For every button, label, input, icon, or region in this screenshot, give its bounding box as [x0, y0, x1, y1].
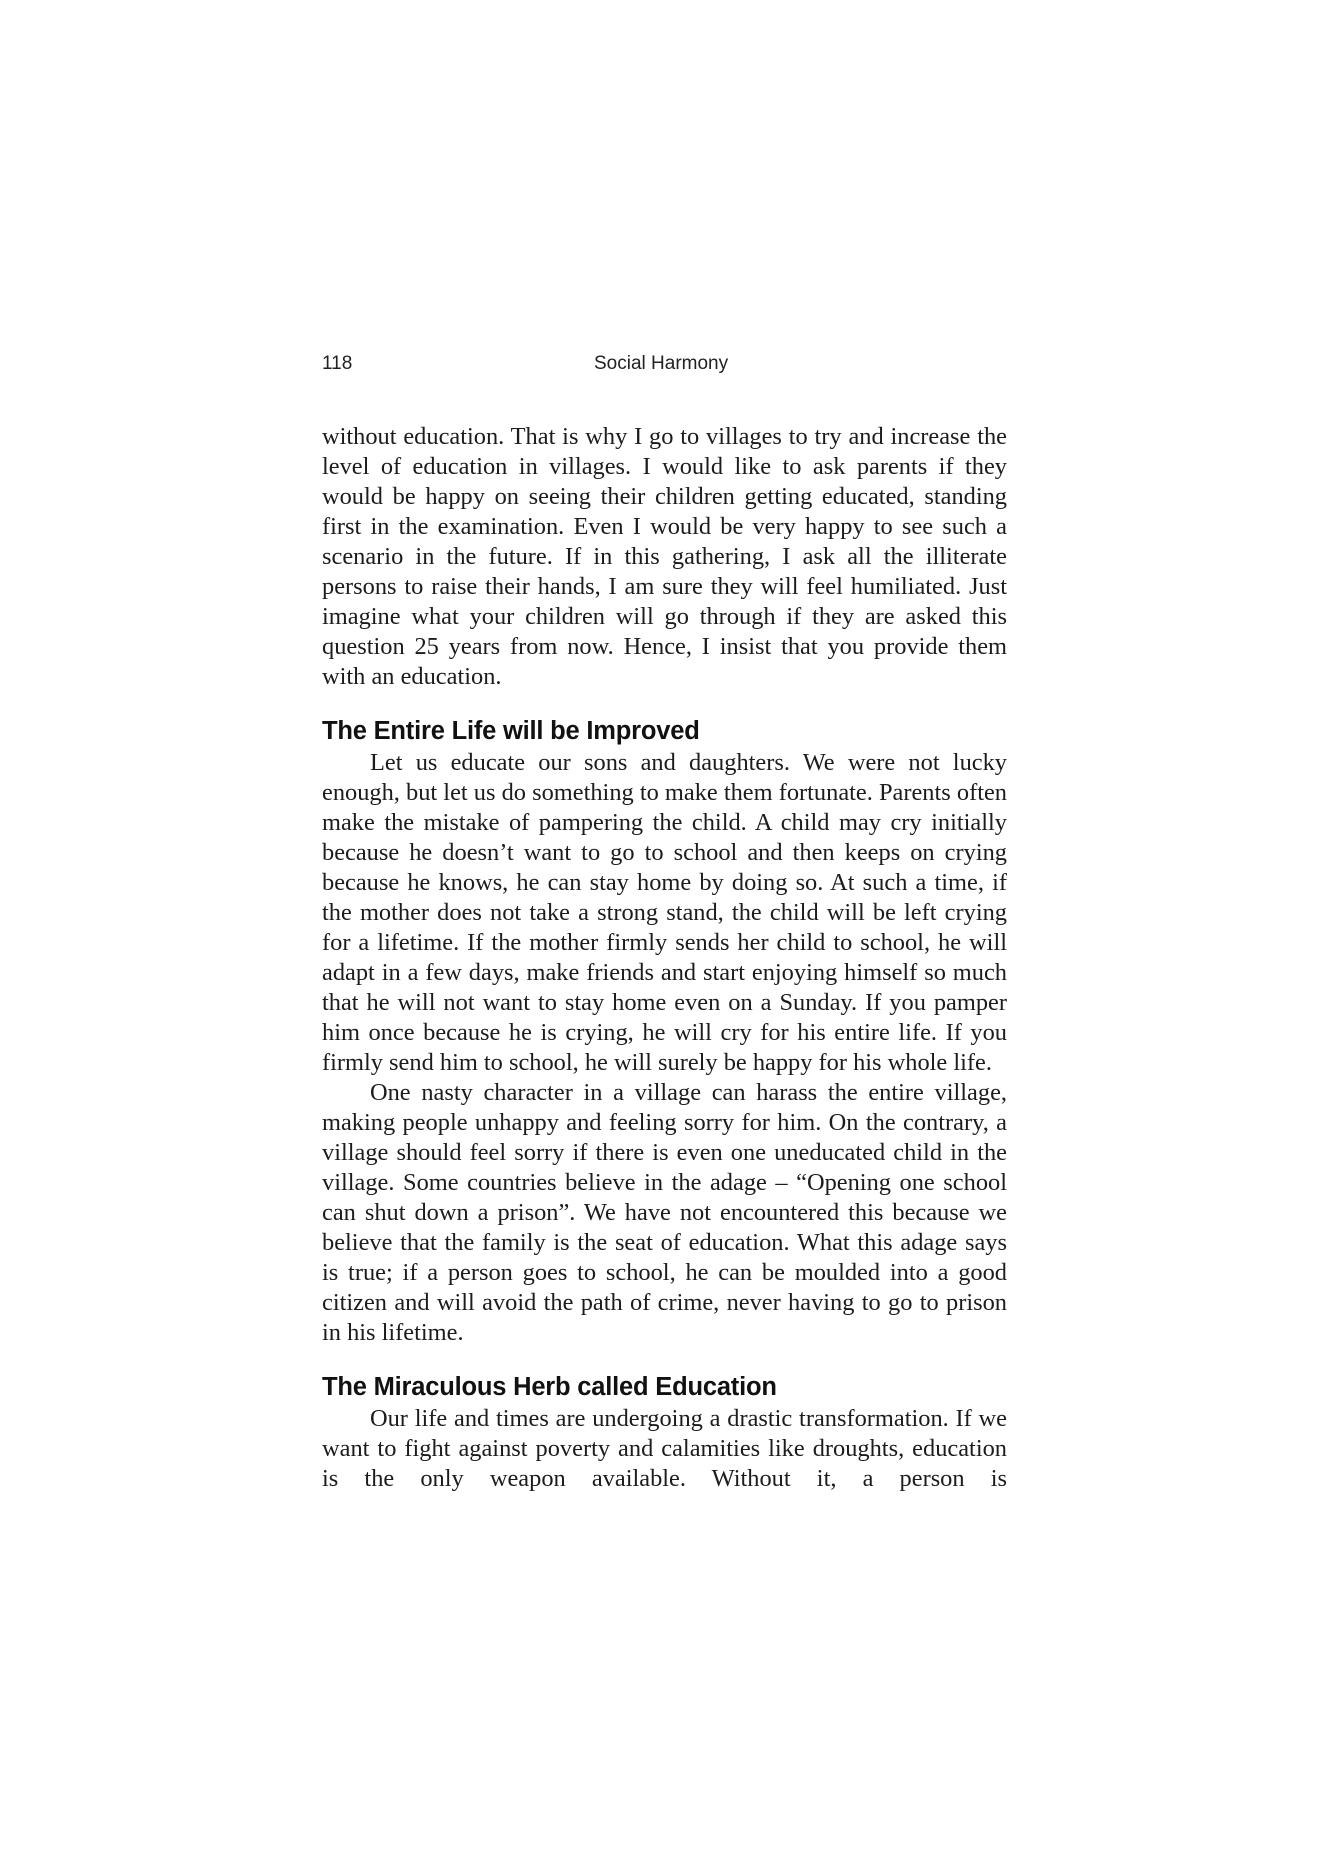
- page-number: 118: [322, 353, 353, 374]
- book-page: [322, 352, 1007, 1494]
- intro-paragraph: without education. That is why I go to villages to try and increase the level of education in villages. I would like to ask parents if they would be happy on seeing their children getting educated, standing first in the examination. Even I would be very happy to see such a scenario in the future. If in this gathering, I ask all the illiterate persons to raise their hands, I am sure they will feel humiliated. Just imagine what your children will go through if they are asked this question 25 years from now. Hence, I insist that you provide them with an education.: [322, 423, 1007, 690]
- page-body: [322, 422, 1007, 1494]
- paragraph-transformation: Our life and times are undergoing a drastic transformation. If we want to fight against poverty and calamities like droughts, education is the only weapon available. Without it, a person is: [322, 1405, 1007, 1492]
- paragraph-school-prison: One nasty character in a village can harass the entire village, making people unhappy and feeling sorry for him. On the contrary, a village should feel sorry if there is even one uneducated child in the village. Some countries believe in the adage – “Opening one school can shut down a prison”. We have not encountered this because we believe that the family is the seat of education. What this adage says is true; if a person goes to school, he can be moulded into a good citizen and will avoid the path of crime, never having to go to prison in his lifetime.: [322, 1079, 1007, 1346]
- paragraph-educate-children: Let us educate our sons and daughters. We were not lucky enough, but let us do something to make them fortunate. Parents often make the mistake of pampering the child. A child may cry initially because he doesn’t want to go to school and then keeps on crying because he knows, he can stay home by doing so. At such a time, if the mother does not take a strong stand, the child will be left crying for a lifetime. If the mother firmly sends her child to school, he will adapt in a few days, make friends and start enjoying himself so much that he will not want to stay home even on a Sunday. If you pamper him once because he is crying, he will cry for his entire life. If you firmly send him to school, he will surely be happy for his whole life.: [322, 749, 1007, 1076]
- section-heading-entire-life: The Entire Life will be Improved: [322, 717, 700, 745]
- book-title: Social Harmony: [594, 353, 729, 374]
- section-heading-miraculous-herb: The Miraculous Herb called Education: [322, 1373, 777, 1401]
- running-header: [322, 352, 1007, 376]
